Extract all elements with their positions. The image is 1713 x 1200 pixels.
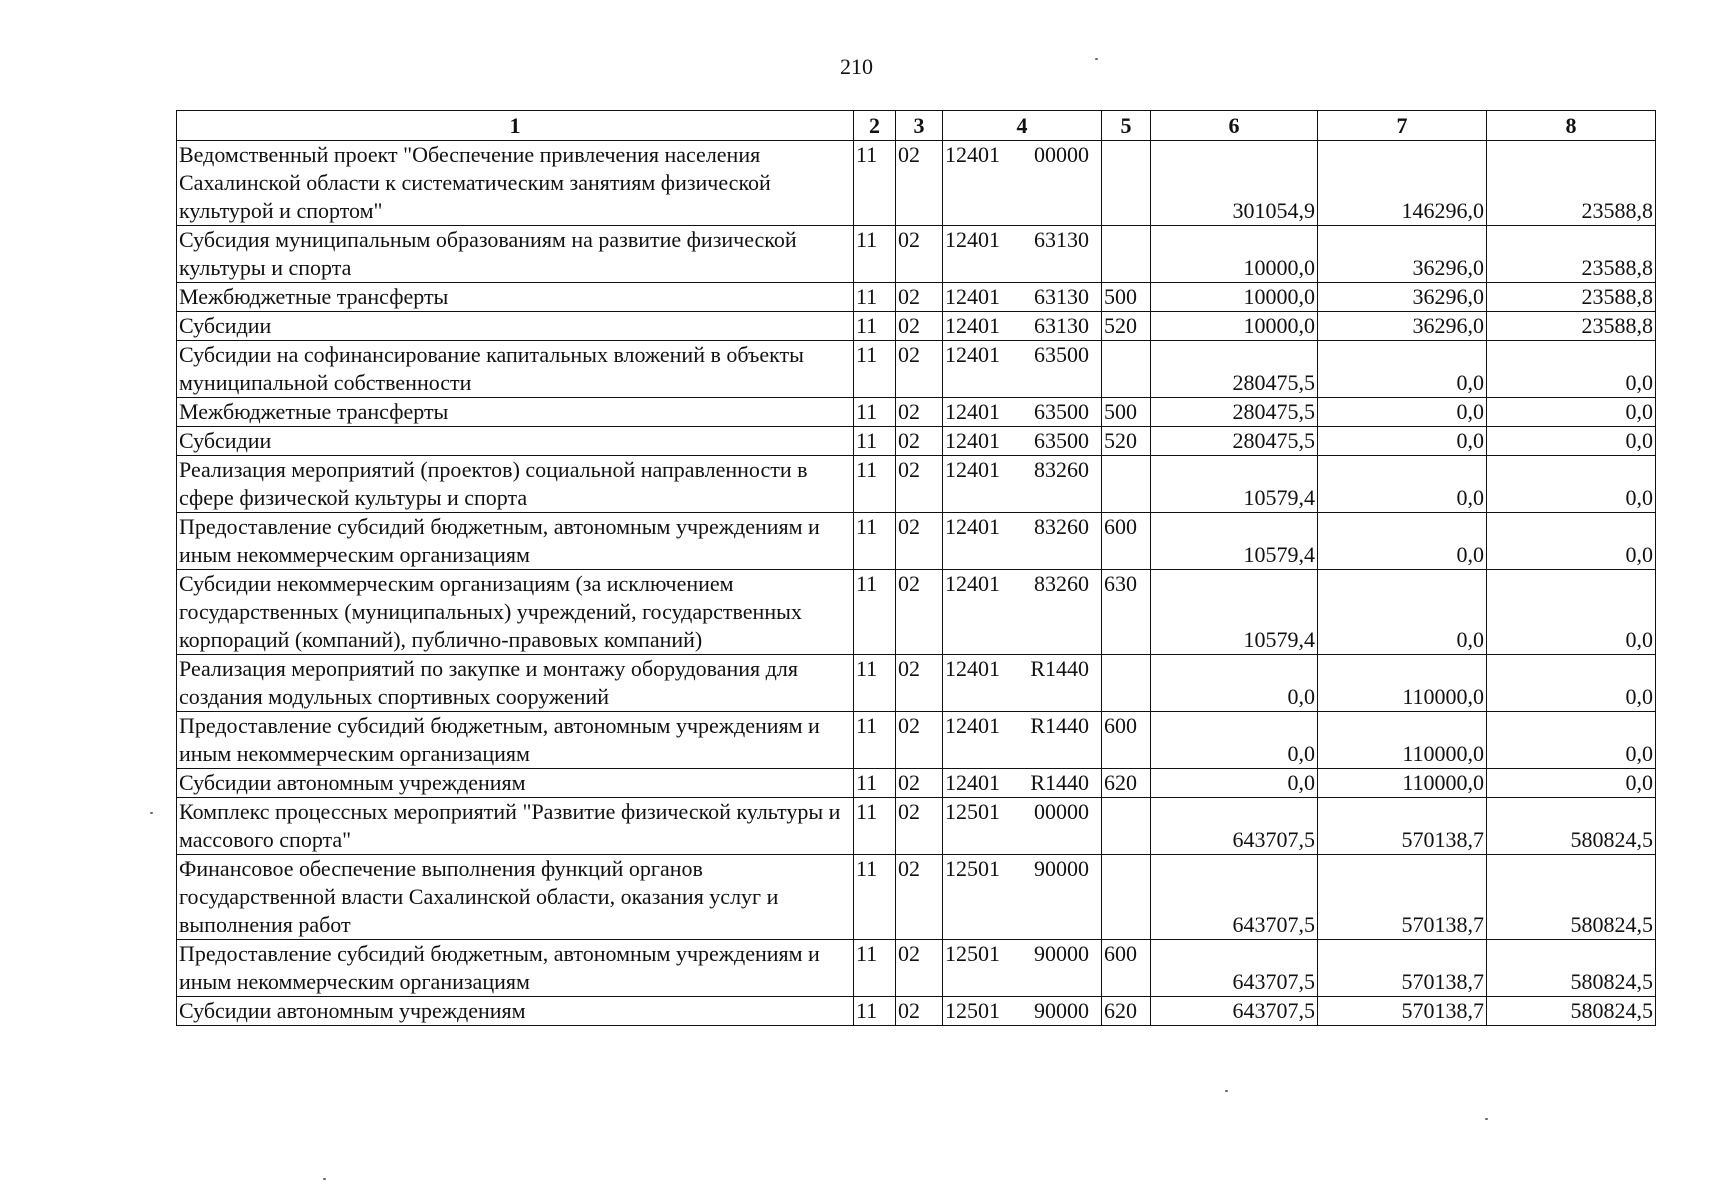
expense-type-code: 630 [1102, 570, 1151, 655]
subsection-code: 02 [896, 513, 943, 570]
subsection-code: 02 [896, 769, 943, 798]
program-code: 12401 [945, 514, 1000, 539]
table-row [177, 798, 1656, 855]
direction-code: R1440 [1030, 770, 1089, 795]
row-name: Субсидии автономным учреждениям [177, 997, 854, 1026]
amount-c8: 23588,8 [1487, 283, 1656, 312]
section-code: 11 [854, 283, 896, 312]
subsection-code: 02 [896, 798, 943, 855]
scan-speck [1485, 1118, 1488, 1120]
amount-c7: 0,0 [1318, 570, 1487, 655]
expense-type-code: 620 [1102, 997, 1151, 1026]
amount-c7: 146296,0 [1318, 141, 1487, 226]
expense-type-code: 620 [1102, 769, 1151, 798]
subsection-code: 02 [896, 570, 943, 655]
expense-type-code [1102, 456, 1151, 513]
section-code: 11 [854, 398, 896, 427]
direction-code: 63130 [1034, 284, 1089, 309]
amount-c7: 110000,0 [1318, 655, 1487, 712]
target-article-code [943, 513, 1102, 570]
expense-type-code: 520 [1102, 312, 1151, 341]
amount-c8: 0,0 [1487, 655, 1656, 712]
amount-c7: 110000,0 [1318, 769, 1487, 798]
row-name: Межбюджетные трансферты [177, 398, 854, 427]
expense-type-code [1102, 798, 1151, 855]
target-article-code [943, 712, 1102, 769]
table-row [177, 427, 1656, 456]
table-row [177, 456, 1656, 513]
amount-c6: 280475,5 [1151, 341, 1318, 398]
program-code: 12501 [945, 856, 1000, 881]
subsection-code: 02 [896, 398, 943, 427]
amount-c7: 570138,7 [1318, 997, 1487, 1026]
table-row [177, 513, 1656, 570]
program-code: 12501 [945, 799, 1000, 824]
header-col-8: 8 [1487, 111, 1656, 141]
amount-c6: 10000,0 [1151, 226, 1318, 283]
table-row [177, 283, 1656, 312]
scan-speck [1095, 58, 1098, 60]
header-col-6: 6 [1151, 111, 1318, 141]
section-code: 11 [854, 341, 896, 398]
subsection-code: 02 [896, 141, 943, 226]
section-code: 11 [854, 940, 896, 997]
table-row [177, 769, 1656, 798]
table-body [177, 141, 1656, 1026]
amount-c6: 643707,5 [1151, 798, 1318, 855]
program-code: 12401 [945, 457, 1000, 482]
amount-c6: 643707,5 [1151, 855, 1318, 940]
row-name: Ведомственный проект "Обеспечение привлечения населения Сахалинской области к систематическим занятиям физической культурой и спортом" [177, 141, 854, 226]
program-code: 12401 [945, 342, 1000, 367]
target-article-code [943, 283, 1102, 312]
program-code: 12501 [945, 941, 1000, 966]
section-code: 11 [854, 655, 896, 712]
subsection-code: 02 [896, 427, 943, 456]
row-name: Реализация мероприятий по закупке и монтажу оборудования для создания модульных спортивных сооружений [177, 655, 854, 712]
section-code: 11 [854, 312, 896, 341]
expense-type-code: 520 [1102, 427, 1151, 456]
program-code: 12401 [945, 284, 1000, 309]
target-article-code [943, 456, 1102, 513]
expense-type-code: 600 [1102, 513, 1151, 570]
table-row [177, 655, 1656, 712]
amount-c6: 0,0 [1151, 712, 1318, 769]
budget-table [176, 110, 1656, 1026]
subsection-code: 02 [896, 855, 943, 940]
target-article-code [943, 997, 1102, 1026]
row-name: Предоставление субсидий бюджетным, автономным учреждениям и иным некоммерческим организациям [177, 940, 854, 997]
direction-code: 83260 [1034, 457, 1089, 482]
target-article-code [943, 940, 1102, 997]
header-col-1: 1 [177, 111, 854, 141]
amount-c8: 0,0 [1487, 513, 1656, 570]
row-name: Финансовое обеспечение выполнения функций органов государственной власти Сахалинской области, оказания услуг и выполнения работ [177, 855, 854, 940]
amount-c7: 0,0 [1318, 456, 1487, 513]
target-article-code [943, 855, 1102, 940]
header-col-7: 7 [1318, 111, 1487, 141]
target-article-code [943, 769, 1102, 798]
row-name: Субсидия муниципальным образованиям на развитие физической культуры и спорта [177, 226, 854, 283]
table-row [177, 940, 1656, 997]
subsection-code: 02 [896, 341, 943, 398]
direction-code: 00000 [1034, 142, 1089, 167]
direction-code: R1440 [1030, 656, 1089, 681]
amount-c6: 0,0 [1151, 655, 1318, 712]
expense-type-code [1102, 141, 1151, 226]
row-name: Межбюджетные трансферты [177, 283, 854, 312]
row-name: Предоставление субсидий бюджетным, автономным учреждениям и иным некоммерческим организациям [177, 712, 854, 769]
target-article-code [943, 226, 1102, 283]
amount-c6: 280475,5 [1151, 427, 1318, 456]
amount-c8: 580824,5 [1487, 940, 1656, 997]
section-code: 11 [854, 712, 896, 769]
amount-c8: 23588,8 [1487, 226, 1656, 283]
expense-type-code [1102, 341, 1151, 398]
amount-c7: 36296,0 [1318, 283, 1487, 312]
direction-code: 90000 [1034, 941, 1089, 966]
table-row [177, 226, 1656, 283]
direction-code: 63500 [1034, 342, 1089, 367]
subsection-code: 02 [896, 456, 943, 513]
amount-c6: 643707,5 [1151, 997, 1318, 1026]
program-code: 12401 [945, 571, 1000, 596]
table-row [177, 712, 1656, 769]
amount-c7: 0,0 [1318, 398, 1487, 427]
section-code: 11 [854, 226, 896, 283]
section-code: 11 [854, 570, 896, 655]
amount-c8: 23588,8 [1487, 312, 1656, 341]
expense-type-code [1102, 655, 1151, 712]
amount-c6: 10000,0 [1151, 283, 1318, 312]
amount-c6: 0,0 [1151, 769, 1318, 798]
direction-code: 90000 [1034, 856, 1089, 881]
expense-type-code: 600 [1102, 940, 1151, 997]
target-article-code [943, 341, 1102, 398]
table-row [177, 341, 1656, 398]
section-code: 11 [854, 141, 896, 226]
amount-c7: 570138,7 [1318, 855, 1487, 940]
amount-c8: 0,0 [1487, 769, 1656, 798]
target-article-code [943, 655, 1102, 712]
header-col-4: 4 [943, 111, 1102, 141]
header-row [177, 111, 1656, 141]
section-code: 11 [854, 855, 896, 940]
target-article-code [943, 427, 1102, 456]
amount-c7: 110000,0 [1318, 712, 1487, 769]
amount-c7: 36296,0 [1318, 312, 1487, 341]
direction-code: 63500 [1034, 399, 1089, 424]
program-code: 12401 [945, 227, 1000, 252]
table-row [177, 141, 1656, 226]
target-article-code [943, 398, 1102, 427]
expense-type-code: 600 [1102, 712, 1151, 769]
section-code: 11 [854, 456, 896, 513]
direction-code: 63130 [1034, 227, 1089, 252]
amount-c8: 0,0 [1487, 398, 1656, 427]
amount-c8: 0,0 [1487, 341, 1656, 398]
program-code: 12401 [945, 713, 1000, 738]
table-row [177, 997, 1656, 1026]
subsection-code: 02 [896, 712, 943, 769]
header-col-3: 3 [896, 111, 943, 141]
target-article-code [943, 570, 1102, 655]
subsection-code: 02 [896, 226, 943, 283]
amount-c8: 0,0 [1487, 712, 1656, 769]
section-code: 11 [854, 769, 896, 798]
amount-c7: 570138,7 [1318, 798, 1487, 855]
section-code: 11 [854, 997, 896, 1026]
amount-c8: 0,0 [1487, 570, 1656, 655]
expense-type-code [1102, 226, 1151, 283]
row-name: Субсидии некоммерческим организациям (за исключением государственных (муниципальных) учреждений, государственных корпораций (компаний), публично-правовых компаний) [177, 570, 854, 655]
subsection-code: 02 [896, 283, 943, 312]
target-article-code [943, 141, 1102, 226]
amount-c7: 36296,0 [1318, 226, 1487, 283]
program-code: 12401 [945, 770, 1000, 795]
direction-code: 63130 [1034, 313, 1089, 338]
program-code: 12401 [945, 399, 1000, 424]
expense-type-code: 500 [1102, 283, 1151, 312]
subsection-code: 02 [896, 997, 943, 1026]
amount-c6: 10000,0 [1151, 312, 1318, 341]
subsection-code: 02 [896, 940, 943, 997]
program-code: 12401 [945, 313, 1000, 338]
direction-code: 00000 [1034, 799, 1089, 824]
section-code: 11 [854, 798, 896, 855]
amount-c6: 280475,5 [1151, 398, 1318, 427]
amount-c8: 0,0 [1487, 427, 1656, 456]
amount-c6: 643707,5 [1151, 940, 1318, 997]
amount-c8: 580824,5 [1487, 798, 1656, 855]
header-col-2: 2 [854, 111, 896, 141]
direction-code: R1440 [1030, 713, 1089, 738]
amount-c6: 10579,4 [1151, 456, 1318, 513]
subsection-code: 02 [896, 655, 943, 712]
row-name: Субсидии автономным учреждениям [177, 769, 854, 798]
amount-c6: 10579,4 [1151, 513, 1318, 570]
amount-c8: 580824,5 [1487, 855, 1656, 940]
target-article-code [943, 798, 1102, 855]
row-name: Реализация мероприятий (проектов) социальной направленности в сфере физической культуры и спорта [177, 456, 854, 513]
table-row [177, 398, 1656, 427]
direction-code: 83260 [1034, 571, 1089, 596]
subsection-code: 02 [896, 312, 943, 341]
target-article-code [943, 312, 1102, 341]
section-code: 11 [854, 427, 896, 456]
amount-c7: 570138,7 [1318, 940, 1487, 997]
scan-speck [323, 1178, 326, 1180]
amount-c8: 0,0 [1487, 456, 1656, 513]
scan-speck [1225, 1090, 1228, 1092]
row-name: Комплекс процессных мероприятий "Развитие физической культуры и массового спорта" [177, 798, 854, 855]
amount-c7: 0,0 [1318, 513, 1487, 570]
direction-code: 90000 [1034, 998, 1089, 1023]
section-code: 11 [854, 513, 896, 570]
table-row [177, 855, 1656, 940]
row-name: Субсидии на софинансирование капитальных вложений в объекты муниципальной собственности [177, 341, 854, 398]
scan-speck [150, 812, 153, 814]
amount-c7: 0,0 [1318, 427, 1487, 456]
amount-c8: 23588,8 [1487, 141, 1656, 226]
row-name: Предоставление субсидий бюджетным, автономным учреждениям и иным некоммерческим организациям [177, 513, 854, 570]
table-row [177, 570, 1656, 655]
direction-code: 63500 [1034, 428, 1089, 453]
program-code: 12401 [945, 142, 1000, 167]
table-row [177, 312, 1656, 341]
amount-c7: 0,0 [1318, 341, 1487, 398]
amount-c6: 10579,4 [1151, 570, 1318, 655]
row-name: Субсидии [177, 312, 854, 341]
amount-c8: 580824,5 [1487, 997, 1656, 1026]
direction-code: 83260 [1034, 514, 1089, 539]
row-name: Субсидии [177, 427, 854, 456]
program-code: 12401 [945, 656, 1000, 681]
program-code: 12501 [945, 998, 1000, 1023]
expense-type-code [1102, 855, 1151, 940]
program-code: 12401 [945, 428, 1000, 453]
expense-type-code: 500 [1102, 398, 1151, 427]
page-number: 210 [840, 54, 873, 79]
amount-c6: 301054,9 [1151, 141, 1318, 226]
header-col-5: 5 [1102, 111, 1151, 141]
